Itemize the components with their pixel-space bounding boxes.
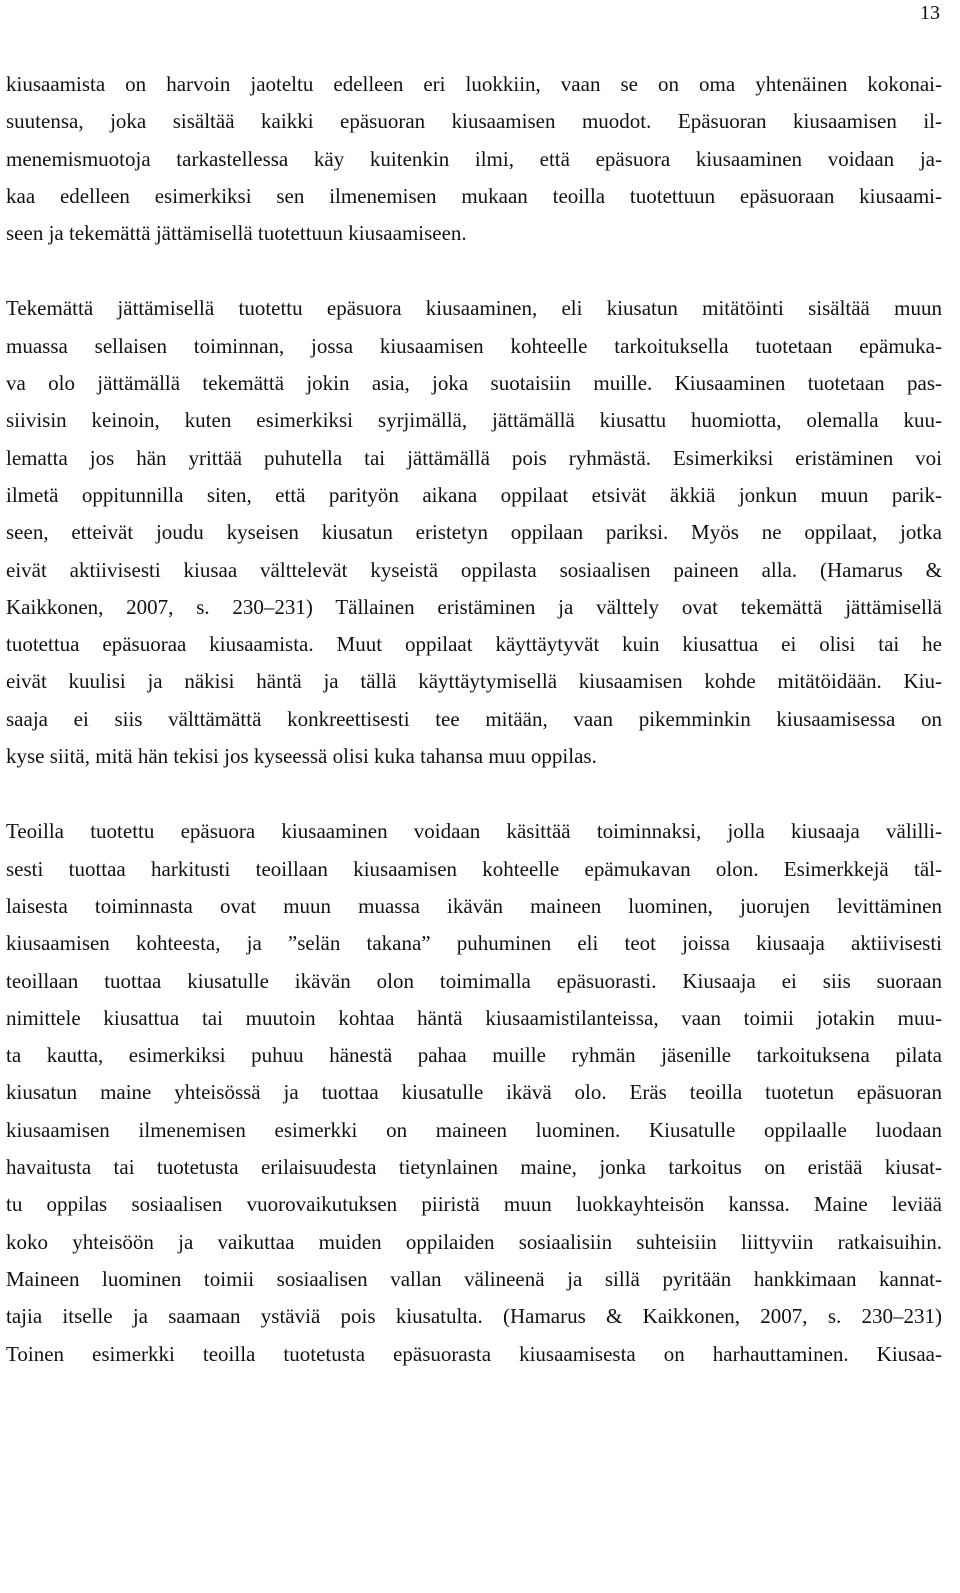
- text-line: Toinen esimerkki teoilla tuotetusta epäsuorasta kiusaamisesta on harhauttaminen. Kiusaa-: [6, 1341, 942, 1366]
- text-line: eivät kuulisi ja näkisi häntä ja tällä käyttäytymisellä kiusaamisen kohde mitätöidään. Kiu-: [6, 669, 942, 694]
- text-line: saaja ei siis välttämättä konkreettisesti tee mitään, vaan pikemminkin kiusaamisessa on: [6, 706, 942, 731]
- text-line: Maineen luominen toimii sosiaalisen vallan välineenä ja sillä pyritään hankkimaan kannat-: [6, 1266, 942, 1291]
- text-line: seen ja tekemättä jättämisellä tuotettuun kiusaamiseen.: [6, 221, 467, 246]
- text-line: Teoilla tuotettu epäsuora kiusaaminen voidaan käsittää toiminnaksi, jolla kiusaaja välilli-: [6, 819, 942, 844]
- paragraphs: [6, 66, 942, 1373]
- text-line: Tekemättä jättämisellä tuotettu epäsuora kiusaaminen, eli kiusatun mitätöinti sisältää muun: [6, 296, 942, 321]
- text-line: laisesta toiminnasta ovat muun muassa ikävän maineen luominen, juorujen levittäminen: [6, 893, 942, 918]
- paragraph-gap: [6, 252, 942, 290]
- text-line: tu oppilas sosiaalisen vuorovaikutuksen piiristä muun luokkayhteisön kanssa. Maine leviää: [6, 1192, 942, 1217]
- text-line: seen, etteivät joudu kyseisen kiusatun eristetyn oppilaan pariksi. Myös ne oppilaat, jotka: [6, 520, 942, 545]
- text-line: kaa edelleen esimerkiksi sen ilmenemisen mukaan teoilla tuotettuun epäsuoraan kiusaami-: [6, 183, 942, 208]
- document-body: [6, 66, 942, 1373]
- text-line: ilmetä oppitunnilla siten, että parityön aikana oppilaat etsivät äkkiä jonkun muun parik-: [6, 482, 942, 507]
- text-line: menemismuotoja tarkastellessa käy kuitenkin ilmi, että epäsuora kiusaaminen voidaan ja-: [6, 146, 942, 171]
- paragraph: [6, 66, 942, 252]
- text-line: eivät aktiivisesti kiusaa välttelevät kyseistä oppilasta sosiaalisen paineen alla. (Hamarus &: [6, 557, 942, 582]
- text-line: tajia itselle ja saamaan ystäviä pois kiusatulta. (Hamarus & Kaikkonen, 2007, s. 230–231): [6, 1304, 942, 1329]
- text-line: teoillaan tuottaa kiusatulle ikävän olon toimimalla epäsuorasti. Kiusaaja ei siis suoraan: [6, 968, 942, 993]
- text-line: havaitusta tai tuotetusta erilaisuudesta tietynlainen maine, jonka tarkoitus on eristää kiusat-: [6, 1155, 942, 1180]
- text-line: lematta jos hän yrittää puhutella tai jättämällä pois ryhmästä. Esimerkiksi eristäminen voi: [6, 445, 942, 470]
- text-line: tuotettua epäsuoraa kiusaamista. Muut oppilaat käyttäytyvät kuin kiusattua ei olisi tai he: [6, 632, 942, 657]
- paragraph: [6, 813, 942, 1372]
- paragraph: [6, 290, 942, 775]
- text-line: kiusaamisen kohteesta, ja ”selän takana” puhuminen eli teot joissa kiusaaja aktiivisesti: [6, 931, 942, 956]
- text-line: koko yhteisöön ja vaikuttaa muiden oppilaiden sosiaalisiin suhteisiin liittyviin ratkaisuihin.: [6, 1229, 942, 1254]
- text-line: kyse siitä, mitä hän tekisi jos kyseessä olisi kuka tahansa muu oppilas.: [6, 744, 597, 769]
- text-line: kiusatun maine yhteisössä ja tuottaa kiusatulle ikävä olo. Eräs teoilla tuotetun epäsuoran: [6, 1080, 942, 1105]
- text-line: va olo jättämällä tekemättä jokin asia, joka suotaisiin muille. Kiusaaminen tuotetaan pas-: [6, 371, 942, 396]
- page-number: 13: [920, 2, 940, 24]
- text-line: sesti tuottaa harkitusti teoillaan kiusaamisen kohteelle epämukavan olon. Esimerkkejä täl-: [6, 856, 942, 881]
- text-line: siivisin keinoin, kuten esimerkiksi syrjimällä, jättämällä kiusattu huomiotta, olemalla kuu-: [6, 408, 942, 433]
- text-line: kiusaamista on harvoin jaoteltu edelleen eri luokkiin, vaan se on oma yhtenäinen kokonai-: [6, 72, 942, 96]
- text-line: muassa sellaisen toiminnan, jossa kiusaamisen kohteelle tarkoituksella tuotetaan epämuka-: [6, 333, 942, 358]
- paragraph-gap: [6, 775, 942, 813]
- text-line: nimittele kiusattua tai muutoin kohtaa häntä kiusaamistilanteissa, vaan toimii jotakin muu-: [6, 1005, 942, 1030]
- text-line: ta kautta, esimerkiksi puhuu hänestä pahaa muille ryhmän jäsenille tarkoituksena pilata: [6, 1043, 942, 1068]
- text-line: suutensa, joka sisältää kaikki epäsuoran kiusaamisen muodot. Epäsuoran kiusaamisen il-: [6, 109, 942, 134]
- text-line: kiusaamisen ilmenemisen esimerkki on maineen luominen. Kiusatulle oppilaalle luodaan: [6, 1117, 942, 1142]
- text-line: Kaikkonen, 2007, s. 230–231) Tällainen eristäminen ja välttely ovat tekemättä jättämisellä: [6, 594, 942, 619]
